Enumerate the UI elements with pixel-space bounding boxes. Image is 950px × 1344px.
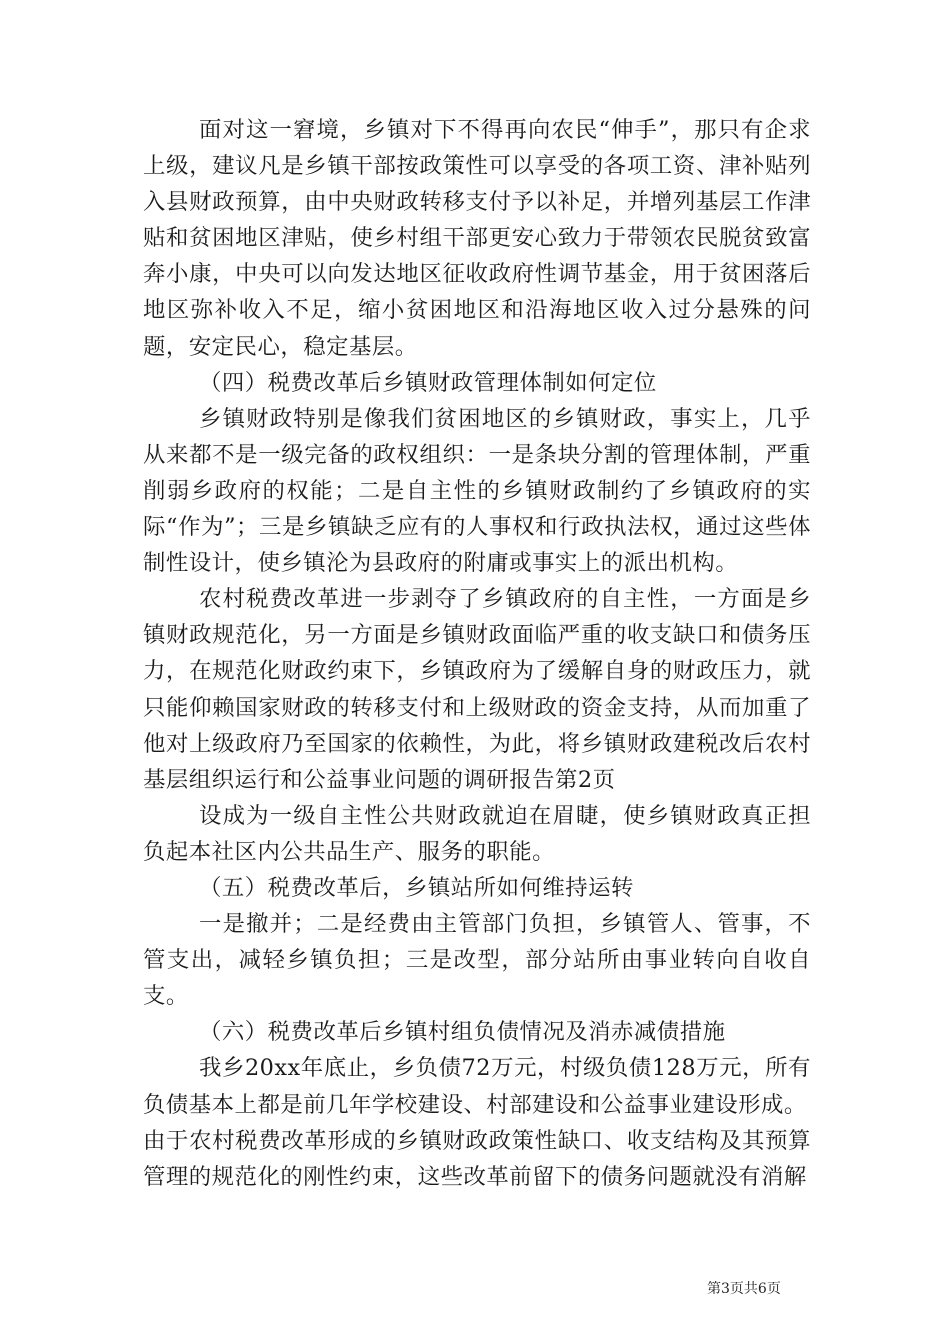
document-body: [143, 112, 811, 1195]
page-number: 第3页共6页: [707, 1281, 781, 1297]
paragraph-township-finance: 乡镇财政特别是像我们贫困地区的乡镇财政，事实上，几乎从来都不是一级完备的政权组织：一是条块分割的管理体制，严重削弱乡政府的权能；二是自主性的乡镇财政制约了乡镇政府的实际“作为”；三是乡镇缺乏应有的人事权和行政执法权，通过这些体制性设计，使乡镇沦为县政府的附庸或事实上的派出机构。: [143, 405, 811, 577]
paragraph-debt-status: 我乡20xx年底止，乡负债72万元，村级负债128万元，所有负债基本上都是前几年学校建设、村部建设和公益事业建设形成。: [143, 1055, 811, 1118]
paragraph-station-operations: 一是撤并；二是经费由主管部门负担，乡镇管人、管事，不管支出，减轻乡镇负担；三是改型，部分站所由事业转向自收自支。: [143, 911, 811, 1010]
paragraph-public-finance: 设成为一级自主性公共财政就迫在眉睫，使乡镇财政真正担负起本社区内公共品生产、服务的职能。: [143, 802, 811, 865]
paragraph-funding-request: 面对这一窘境，乡镇对下不得再向农民“伸手”，那只有企求上级，建议凡是乡镇干部按政策性可以享受的各项工资、津补贴列入县财政预算，由中央财政转移支付予以补足，并增列基层工作津贴和贫困地区津贴，使乡村组干部更安心致力于带领农民脱贫致富奔小康，中央可以向发达地区征收政府性调节基金，用于贫困落后地区弥补收入不足，缩小贫困地区和沿海地区收入过分悬殊的问题，安定民心，稳定基层。: [143, 117, 811, 360]
paragraph-debt-causes: 由于农村税费改革形成的乡镇财政政策性缺口、收支结构及其预算管理的规范化的刚性约束，这些改革前留下的债务问题就没有消解: [143, 1127, 811, 1190]
paragraph-tax-reform-autonomy: 农村税费改革进一步剥夺了乡镇政府的自主性，一方面是乡镇财政规范化，另一方面是乡镇财政面临严重的收支缺口和债务压力，在规范化财政约束下，乡镇政府为了缓解自身的财政压力，就只能仰赖国家财政的转移支付和上级财政的资金支持，从而加重了他对上级政府乃至国家的依赖性，为此，将乡镇财政建税改后农村基层组织运行和公益事业问题的调研报告第2页: [143, 586, 811, 793]
section-heading-4: （四）税费改革后乡镇财政管理体制如何定位: [199, 369, 657, 396]
section-heading-5: （五）税费改革后，乡镇站所如何维持运转: [199, 874, 634, 901]
section-heading-6: （六）税费改革后乡镇村组负债情况及消赤减债措施: [199, 1019, 726, 1046]
